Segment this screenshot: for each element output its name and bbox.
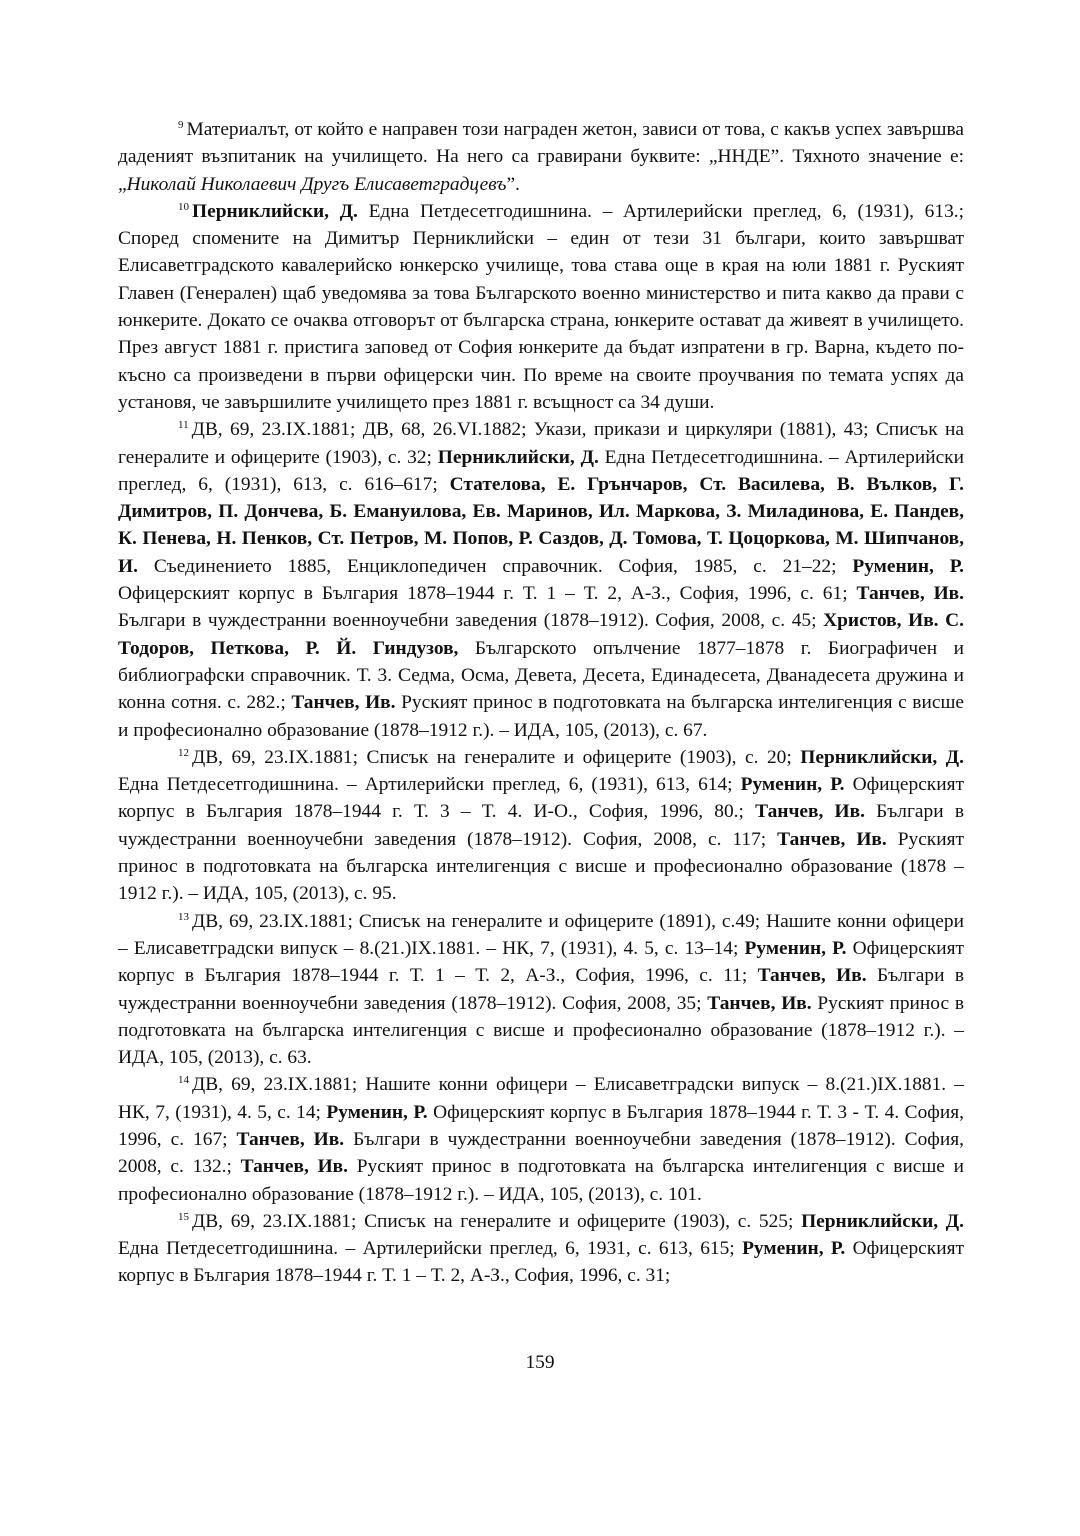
footnote-author: Перниклийски, Д. (437, 446, 599, 468)
footnote-text: Офицерският корпус в България 1878–1944 г. Т. 1 – Т. 2, А-З., София, 1996, с. 31; (118, 1238, 964, 1287)
footnote-text: ДВ, 69, 23.IX.1881; Списък на генералите и офицерите (1903), с. 525; (192, 1210, 802, 1232)
footnote-author: Руменин, Р. (326, 1101, 428, 1123)
footnote-text: Съединението 1885, Енциклопедичен справочник. София, 1985, с. 21–22; (137, 555, 853, 577)
footnote-text: Българи в чуждестранни военноучебни заведения (1878–1912). София, 2008, с. 117; (118, 801, 964, 850)
footnote-14 (118, 1071, 964, 1207)
footnote-number: 11 (178, 419, 189, 432)
footnote-text: Българи в чуждестранни военноучебни заведения (1878–1912). София, 2008, 35; (118, 965, 964, 1014)
footnote-number: 10 (178, 200, 189, 213)
footnote-author: Христов, Ив. С. Тодоров, Петкова, Р. Й. Гиндузов, (118, 610, 964, 659)
footnote-author: Танчев, Ив. (240, 1156, 348, 1178)
footnote-text: ДВ, 69, 23.IX.1881; Списък на генералите и офицерите (1891), с.49; Нашите конни офицери – Елисаветградски випуск – 8.(21.)IX.1881. – НК, 7, (1931), 4. 5, с. 13–14; (118, 910, 964, 959)
footnote-author: Руменин, Р. (744, 937, 847, 959)
footnote-author: Перниклийски, Д. (192, 200, 358, 222)
footnote-text: Офицерският корпус в България 1878–1944 г. Т. 3 - Т. 4. София, 1996, с. 167; (118, 1101, 965, 1150)
footnote-author: Руменин, Р. (742, 1238, 846, 1260)
footnote-text: Офицерският корпус в България 1878–1944 г. Т. 1 – Т. 2, А-З., София, 1996, с. 61; (118, 583, 857, 605)
footnote-text: Една Петдесетгодишнина. – Артилерийски преглед, 6, (1931), 613.; Според спомените на Димитър Перниклийски – един от тези 31 българи, които завършват Елисаветградското кавалерийско юнкерско училище, това става още в края на юли 1881 г. Руският Главен (Генерален) щаб уведомява за това Българското военно министерство и пита какво да прави с юнкерите. Докато се очаква отговорът от българска страна, юнкерите остават да живеят в училището. През август 1881 г. пристига заповед от София юнкерите да бъдат изпратени в гр. Варна, където по-късно са произведени в първи офицерски чин. По време на своите проучвания по темата успях да установя, че завършилите училището през 1881 г. всъщност са 34 души. (118, 200, 964, 413)
footnote-text: Материалът, от който е направен този награден жетон, зависи от това, с какъв успех завършва даденият възпитаник на училището. На него са гравирани буквите: „ННДЕ”. Тяхното значение е: „ (118, 119, 964, 195)
footnote-number: 15 (178, 1210, 189, 1223)
footnote-text: Руският принос в подготовката на българска интелигенция с висше и професионално образование (1878–1912 г.). – ИДА, 105, (2013), с. 63. (118, 992, 964, 1069)
footnote-text: Една Петдесетгодишнина. – Артилерийски преглед, 6, (1931), 613, 614; (118, 774, 741, 796)
footnote-11 (118, 416, 964, 744)
footnote-author: Танчев, Ив. (236, 1128, 345, 1150)
footnote-number: 12 (178, 746, 189, 759)
footnote-9 (118, 116, 964, 198)
footnote-text: Офицерският корпус в България 1878–1944 г. Т. 1 – Т. 2, А-З., София, 1996, с. 11; (118, 937, 965, 987)
footnotes-block (118, 116, 964, 1290)
footnote-author: Перниклийски, Д. (800, 746, 964, 768)
footnote-author: Танчев, Ив. (291, 692, 396, 714)
footnote-12 (118, 744, 964, 908)
footnote-text: Българи в чуждестранни военноучебни заведения (1878–1912). София, 2008, с. 132.; (118, 1128, 964, 1178)
footnote-text: Българското опълчение 1877–1878 г. Биографичен и библиографски справочник. Т. 3. Седма, Осма, Девета, Десета, Единадесета, Дванадесета дружина и конна сотня. с. 282.; (118, 637, 964, 714)
footnote-author: Перниклийски, Д. (801, 1210, 964, 1232)
footnote-text: ДВ, 69, 23.IX.1881; Нашите конни офицери – Елисаветградски випуск – 8.(21.)IX.1881. – НК, 7, (1931), 4. 5, с. 14; (118, 1074, 964, 1123)
footnote-text: ДВ, 69, 23.IX.1881; ДВ, 68, 26.VI.1882; Укази, прикази и циркуляри (1881), 43; Списък на генералите и офицерите (1903), с. 32; (118, 419, 964, 468)
footnote-author: Стателова, Е. Грънчаров, Ст. Василева, В. Вълков, Г. Димитров, П. Дончева, Б. Емануилова, Ев. Маринов, Ил. Маркова, З. Миладинова, Е. Пандев, К. Пенева, Н. Пенков, Ст. Петров, М. Попов, Р. Саздов, Д. Томова, Т. Цоцоркова, М. Шипчанов, И. (118, 473, 965, 577)
footnote-author: Танчев, Ив. (707, 992, 812, 1014)
footnote-author: Танчев, Ив. (755, 801, 865, 823)
footnote-text: Руският принос в подготовката на българска интелигенция с висше и професионално образование (1878–1912 г.). – ИДА, 105, (2013), с. 67. (118, 692, 964, 741)
footnote-author: Руменин, Р. (852, 555, 965, 577)
footnote-author: Руменин, Р. (740, 774, 845, 796)
footnote-text: ”. (506, 173, 520, 195)
footnote-text: Една Петдесетгодишнина. – Артилерийски преглед, 6, 1931, с. 613, 615; (118, 1238, 743, 1260)
footnote-italic-text: Николай Николаевич Другъ Елисаветградцевъ (126, 173, 507, 195)
footnote-text: ДВ, 69, 23.IX.1881; Списък на генералите и офицерите (1903), с. 20; (192, 746, 801, 768)
footnote-author: Танчев, Ив. (757, 965, 867, 987)
page-number: 159 (525, 1352, 555, 1373)
footnote-10 (118, 198, 964, 416)
footnote-text: Руският принос в подготовката на българска интелигенция с висше и професионално образование (1878 – 1912 г.). – ИДА, 105, (2013), с. 95. (118, 828, 964, 905)
footnote-number: 13 (178, 910, 189, 923)
footnote-author: Танчев, Ив. (777, 828, 887, 850)
footnote-number: 14 (178, 1074, 189, 1087)
footnote-text: Една Петдесетгодишнина. – Артилерийски преглед, 6, (1931), 613, с. 616–617; (118, 446, 964, 495)
footnote-author: Танчев, Ив. (856, 583, 964, 605)
footnote-text: Офицерският корпус в България 1878–1944 г. Т. 3 – Т. 4. И-О., София, 1996, 80.; (118, 774, 964, 823)
footnote-text: Руският принос в подготовката на българска интелигенция с висше и професионално образование (1878–1912 г.). – ИДА, 105, (2013), с. 101. (118, 1156, 964, 1205)
footnote-13 (118, 908, 964, 1072)
footnote-text: Българи в чуждестранни военноучебни заведения (1878–1912). София, 2008, с. 45; (118, 610, 824, 632)
footnote-number: 9 (178, 119, 184, 131)
footnote-15 (118, 1208, 964, 1290)
